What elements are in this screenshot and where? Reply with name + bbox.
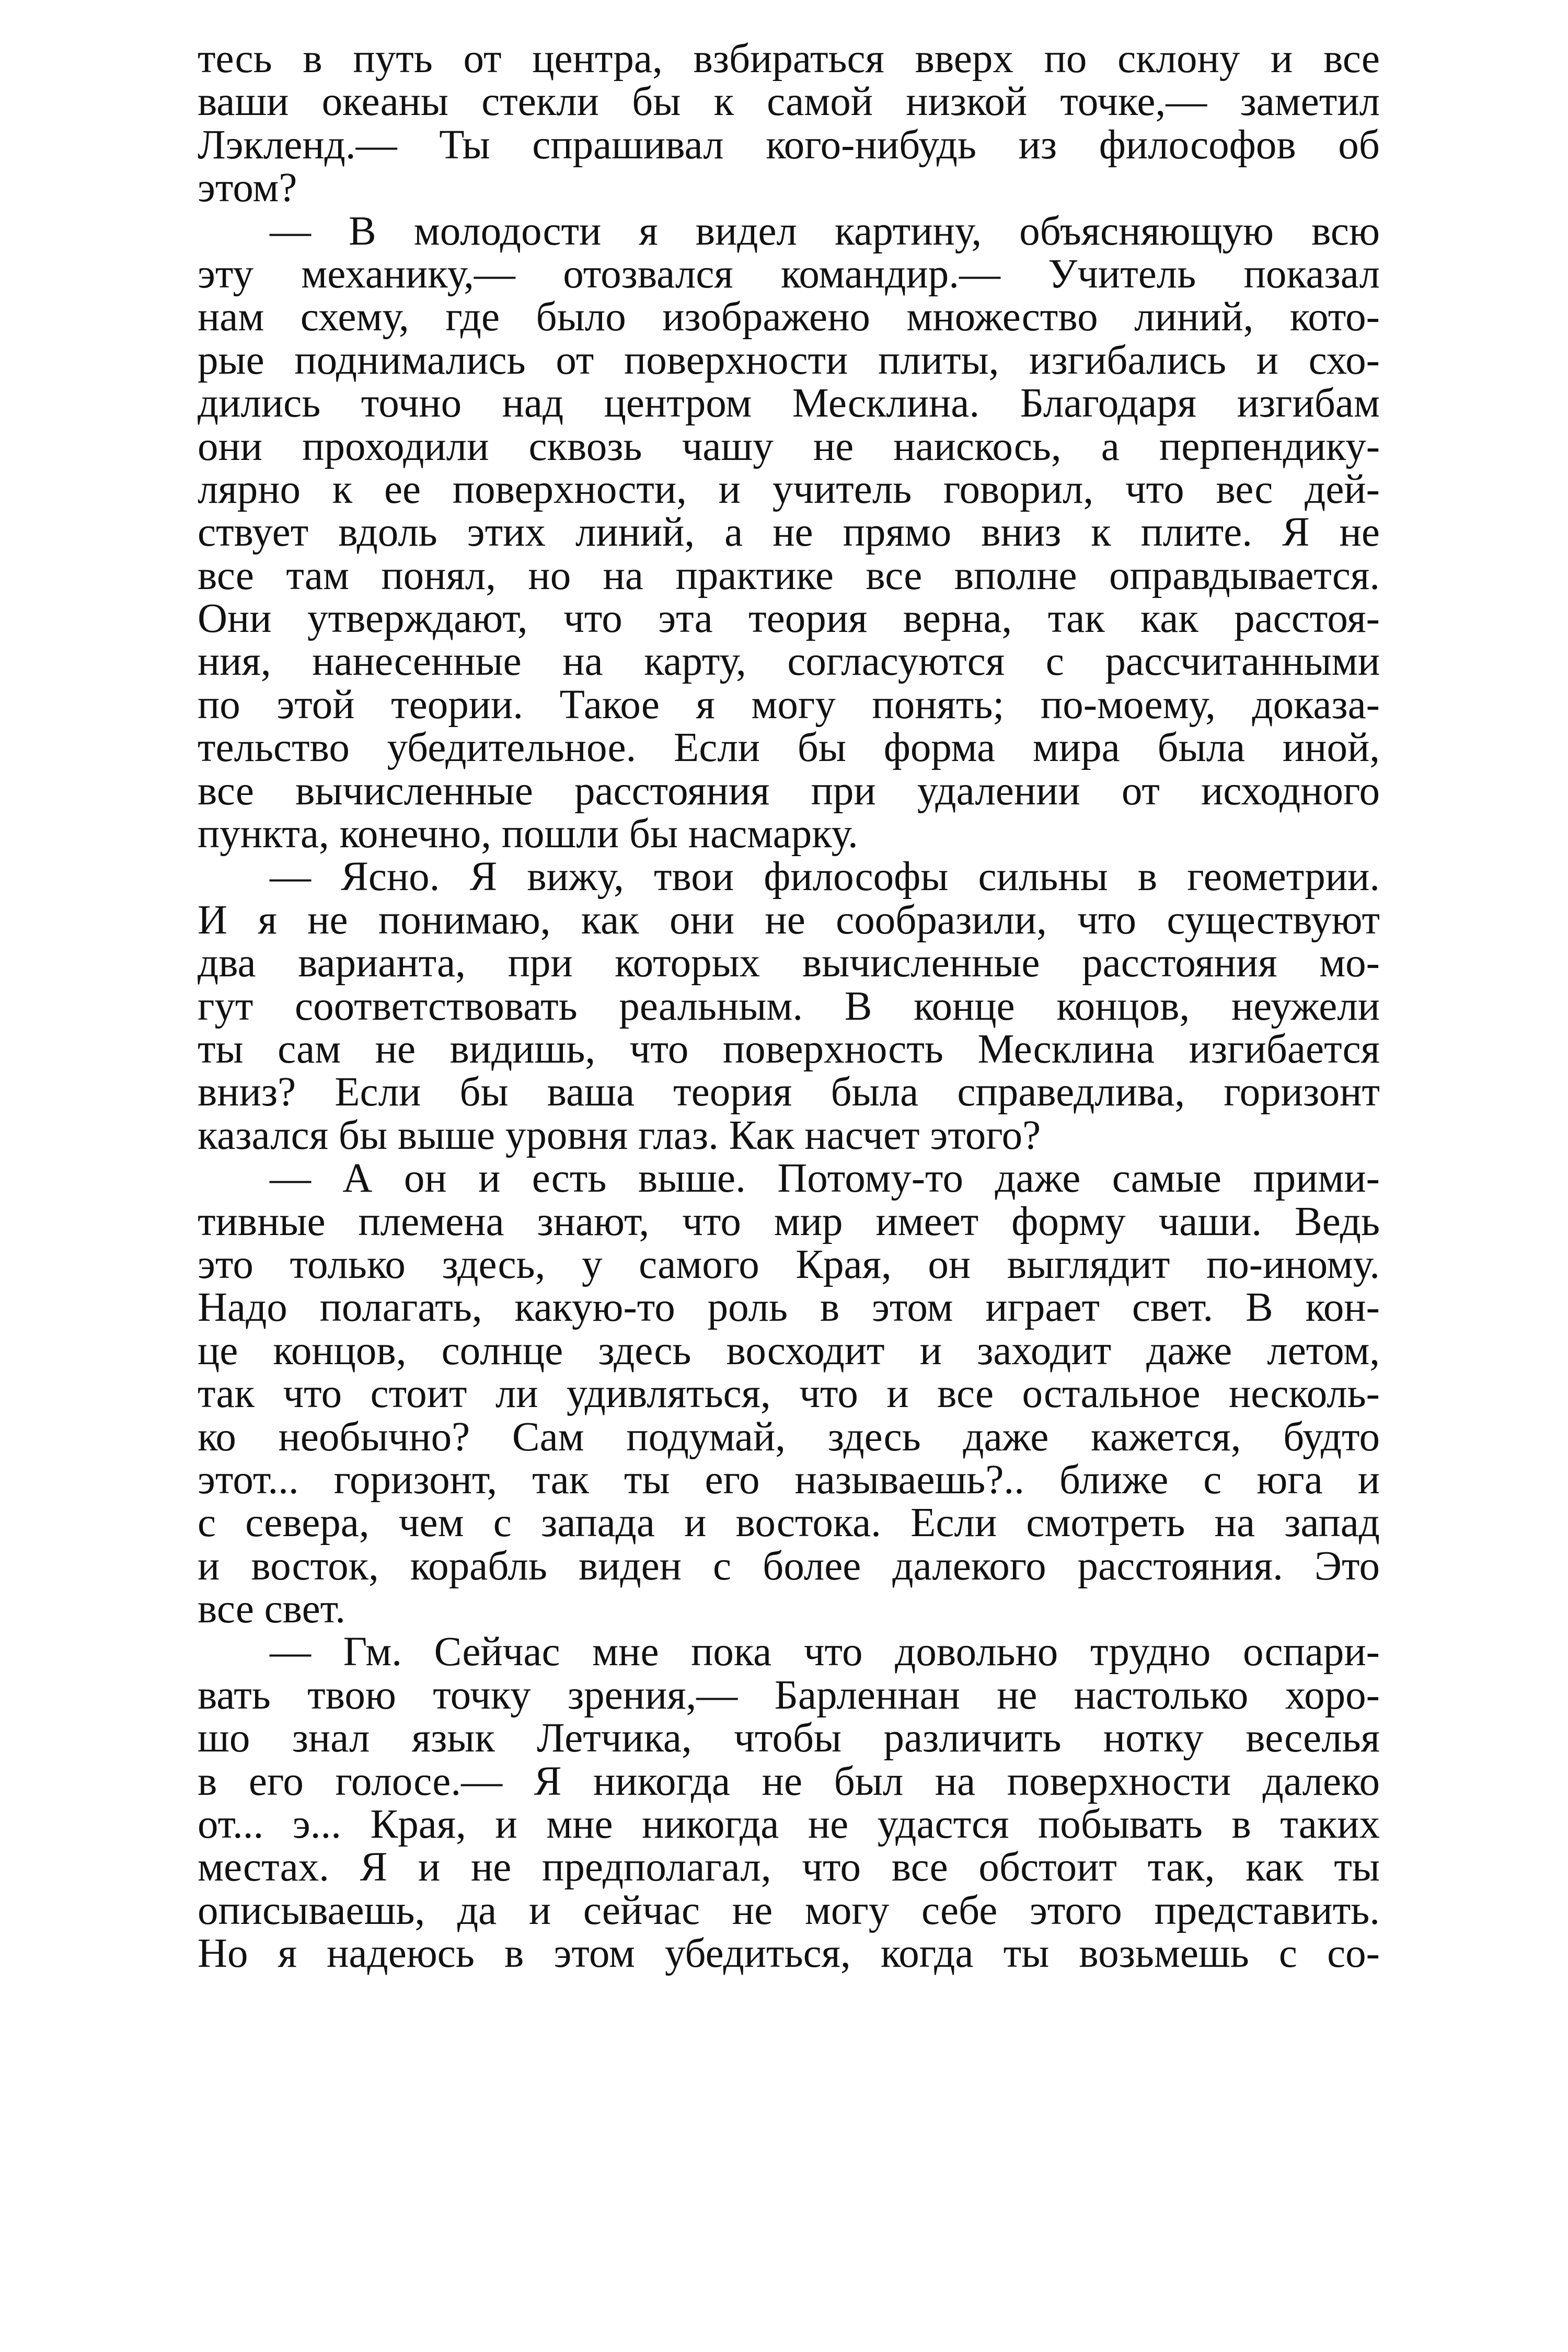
text-line: этот... горизонт, так ты его называешь?.. ближе с юга и xyxy=(198,1457,1380,1503)
text-line: ко необычно? Сам подумай, здесь даже кажется, будто xyxy=(198,1414,1380,1460)
text-line: все свет. xyxy=(198,1586,345,1632)
text-line: все там понял, но на практике все вполне оправдывается. xyxy=(198,552,1380,598)
text-line: казался бы выше уровня глаз. Как насчет этого? xyxy=(198,1112,1041,1158)
text-line: це концов, солнце здесь восходит и заходит даже летом, xyxy=(198,1328,1380,1374)
text-line: — А он и есть выше. Потому-то даже самые прими- xyxy=(270,1156,1380,1202)
text-line: тесь в путь от центра, взбираться вверх по склону и все xyxy=(198,36,1380,82)
text-line: дились точно над центром Месклина. Благодаря изгибам xyxy=(198,381,1380,426)
text-line: рые поднимались от поверхности плиты, изгибались и схо- xyxy=(198,337,1380,383)
text-line: тельство убедительное. Если бы форма мира была иной, xyxy=(198,725,1380,771)
text-line: с севера, чем с запада и востока. Если смотреть на запад xyxy=(198,1500,1380,1546)
text-line: это только здесь, у самого Края, он выглядит по-иному. xyxy=(198,1241,1380,1287)
text-line: ствует вдоль этих линий, а не прямо вниз к плите. Я не xyxy=(198,510,1380,556)
text-line: местах. Я и не предполагал, что все обстоит так, как ты xyxy=(198,1844,1380,1890)
text-line: Но я надеюсь в этом убедиться, когда ты возьмешь с со- xyxy=(198,1931,1380,1977)
text-line: шо знал язык Летчика, чтобы различить нотку веселья xyxy=(198,1715,1380,1761)
book-page-text xyxy=(198,38,1380,1976)
text-line: этом? xyxy=(198,165,297,211)
text-line: Надо полагать, какую-то роль в этом играет свет. В кон- xyxy=(198,1285,1380,1331)
text-line: лярно к ее поверхности, и учитель говорил, что вес дей- xyxy=(198,466,1380,512)
text-line: ты сам не видишь, что поверхность Месклина изгибается xyxy=(198,1026,1380,1072)
text-line: и восток, корабль виден с более далекого расстояния. Это xyxy=(198,1543,1380,1589)
text-line: от... э... Края, и мне никогда не удастся побывать в таких xyxy=(198,1802,1380,1848)
text-line: — В молодости я видел картину, объясняющую всю xyxy=(270,208,1380,254)
text-line: нам схему, где было изображено множество линий, кото- xyxy=(198,294,1380,340)
text-line: — Ясно. Я вижу, твои философы сильны в геометрии. xyxy=(270,854,1380,900)
text-line: описываешь, да и сейчас не могу себе этого представить. xyxy=(198,1887,1380,1933)
text-line: ния, нанесенные на карту, согласуются с рассчитанными xyxy=(198,639,1380,685)
text-line: вать твою точку зрения,— Барленнан не настолько хоро- xyxy=(198,1672,1380,1718)
text-line: они проходили сквозь чашу не наискось, а перпендику- xyxy=(198,423,1380,469)
text-line: два варианта, при которых вычисленные расстояния мо- xyxy=(198,940,1380,986)
text-line: тивные племена знают, что мир имеет форму чаши. Ведь xyxy=(198,1198,1380,1244)
text-line: гут соответствовать реальным. В конце концов, неужели xyxy=(198,983,1380,1029)
text-line: все вычисленные расстояния при удалении от исходного xyxy=(198,768,1380,814)
text-line: так что стоит ли удивляться, что и все остальное несколь- xyxy=(198,1371,1380,1417)
text-line: по этой теории. Такое я могу понять; по-моему, доказа- xyxy=(198,682,1380,728)
text-line: ваши океаны стекли бы к самой низкой точке,— заметил xyxy=(198,79,1380,125)
text-line: эту механику,— отозвался командир.— Учитель показал xyxy=(198,251,1380,297)
text-line: вниз? Если бы ваша теория была справедлива, горизонт xyxy=(198,1069,1380,1115)
text-line: в его голосе.— Я никогда не был на поверхности далеко xyxy=(198,1758,1380,1804)
text-line: — Гм. Сейчас мне пока что довольно трудно оспари- xyxy=(270,1629,1380,1675)
text-line: Лэкленд.— Ты спрашивал кого-нибудь из философов об xyxy=(198,122,1380,168)
text-line: пункта, конечно, пошли бы насмарку. xyxy=(198,811,858,857)
text-line: Они утверждают, что эта теория верна, так как расстоя- xyxy=(198,596,1380,642)
text-line: И я не понимаю, как они не сообразили, что существуют xyxy=(198,897,1380,943)
